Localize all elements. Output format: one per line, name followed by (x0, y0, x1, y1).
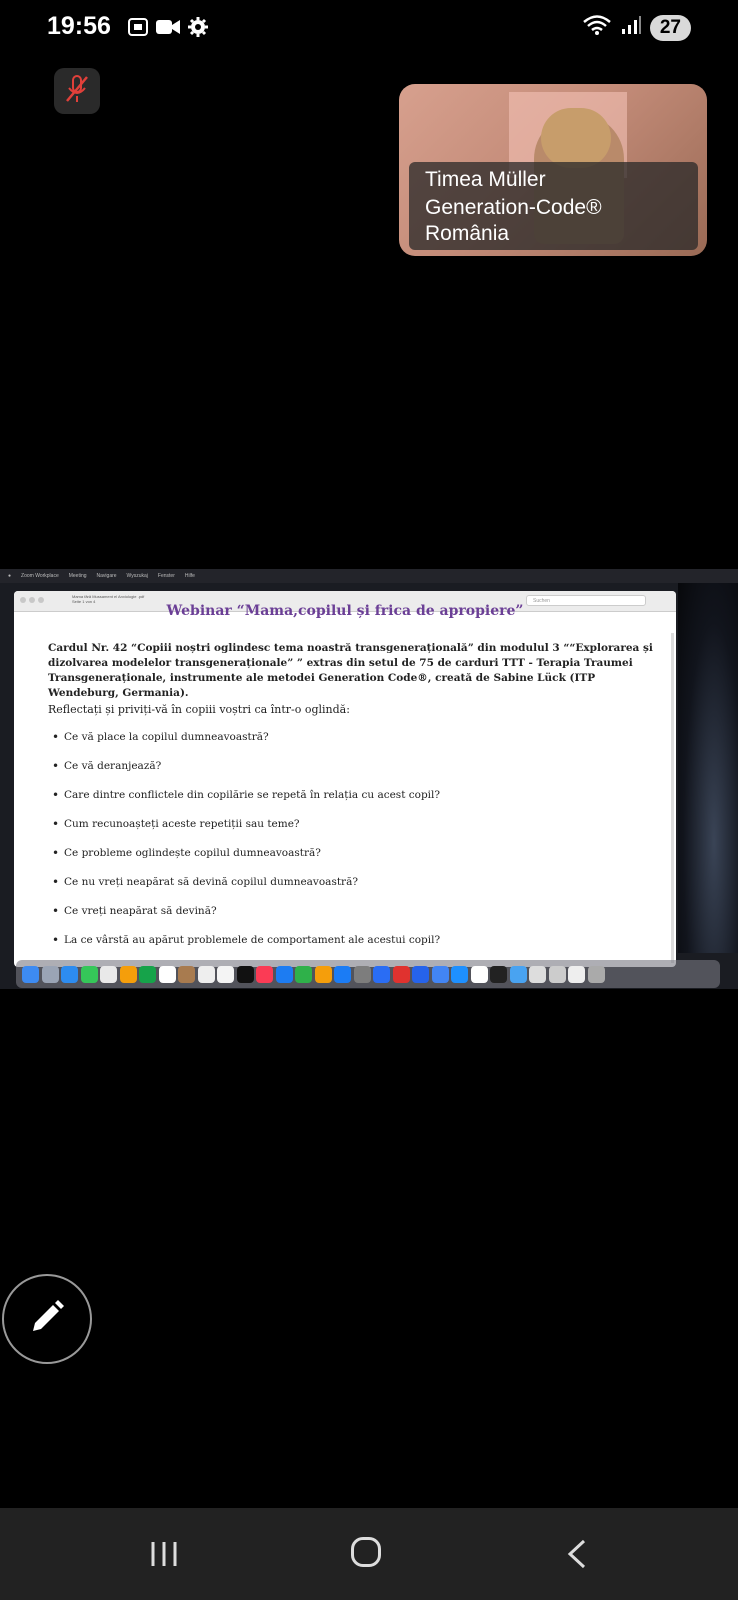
participant-country: România (425, 222, 510, 245)
screenshot-icon (127, 17, 149, 42)
pencil-icon (27, 1297, 67, 1342)
participant-name: Timea Müller (425, 168, 546, 191)
dock-app-icon (178, 966, 195, 983)
list-item: • Care dintre conflictele din copilărie se repetă în relația cu acest copil? (48, 789, 440, 818)
pdf-title: Webinar “Mama,copilul și frica de apropiere” (166, 603, 524, 619)
pdf-intro: Reflectați și priviți-vă în copiii voștri ca într-o oglindă: (48, 703, 350, 716)
dock-app-icon (588, 966, 605, 983)
list-item: • Ce nu vreți neapărat să devină copilul dumneavoastră? (48, 876, 440, 905)
pdf-scrollbar (671, 633, 674, 963)
list-item: • Ce vă place la copilul dumneavoastră? (48, 731, 440, 760)
gear-icon (187, 16, 209, 43)
list-item: • Ce vreți neapărat să devină? (48, 905, 440, 934)
android-nav-bar (0, 1508, 738, 1600)
dock-app-icon (276, 966, 293, 983)
battery-indicator: 27 (650, 15, 691, 41)
mac-menubar (0, 569, 738, 583)
dock-app-icon (334, 966, 351, 983)
dock-app-icon (100, 966, 117, 983)
dock-app-icon (393, 966, 410, 983)
status-icons (127, 16, 209, 43)
question-list (48, 731, 440, 963)
list-item: • La ce vârstă au apărut problemele de comportament ale acestui copil? (48, 934, 440, 963)
dock-app-icon (568, 966, 585, 983)
video-camera-icon (155, 18, 181, 41)
apple-icon: ● (8, 573, 12, 579)
status-time: 19:56 (47, 12, 111, 40)
back-icon[interactable] (566, 1538, 588, 1575)
mute-button[interactable] (54, 68, 100, 114)
participant-head (541, 108, 611, 168)
mac-dock (16, 960, 720, 988)
dock-app-icon (256, 966, 273, 983)
dock-app-icon (295, 966, 312, 983)
dock-app-icon (529, 966, 546, 983)
pdf-page (14, 603, 676, 967)
dock-app-icon (139, 966, 156, 983)
pdf-paragraph: Cardul Nr. 42 “Copiii noștri oglindesc tema noastră transgenerațională” din modulul 3 ““Explorarea și dizolvarea modelelor transgeneraționale” ” extras din setul de 75 de carduri TTT - Terapia Traumei Transgeneraționale, instrumente ale metodei Generation Code®, creată de Sabine Lück (ITP Wendeburg, Germania). (48, 642, 653, 699)
recent-apps-icon[interactable] (148, 1538, 180, 1575)
wifi-icon (582, 14, 612, 41)
participant-org: Generation-Code® (425, 196, 602, 219)
menu-item: Meeting (68, 573, 87, 579)
dock-app-icon (315, 966, 332, 983)
dock-app-icon (510, 966, 527, 983)
status-right (582, 14, 691, 41)
list-item: • Cum recunoașteți aceste repetiții sau teme? (48, 818, 440, 847)
participant-name-label (409, 162, 698, 250)
dock-app-icon (81, 966, 98, 983)
dock-app-icon (198, 966, 215, 983)
signal-icon (620, 15, 642, 40)
dock-app-icon (237, 966, 254, 983)
dock-app-icon (412, 966, 429, 983)
pdf-viewer-window (14, 591, 676, 967)
menu-item: Navigare (96, 573, 117, 579)
dock-app-icon (61, 966, 78, 983)
dock-app-icon (373, 966, 390, 983)
pdf-search-field: Suchen (526, 595, 646, 606)
participant-video-tile[interactable] (399, 84, 707, 256)
dock-app-icon (217, 966, 234, 983)
menu-item: Fenster (157, 573, 175, 579)
dock-app-icon (42, 966, 59, 983)
desktop-wallpaper (678, 583, 738, 953)
dock-app-icon (549, 966, 566, 983)
pdf-filename: Mama fără Mussament el Anxiologie .pdf Seite 1 von 4 (72, 594, 145, 604)
list-item: • Ce probleme oglindește copilul dumneavoastră? (48, 847, 440, 876)
dock-app-icon (471, 966, 488, 983)
shared-screen[interactable] (0, 569, 738, 989)
menu-item: Wyszukaj (126, 573, 148, 579)
dock-app-icon (451, 966, 468, 983)
annotate-button[interactable] (2, 1274, 92, 1364)
list-item: • Ce vă deranjează? (48, 760, 440, 789)
dock-app-icon (490, 966, 507, 983)
menu-item: Zoom Workplace (21, 573, 59, 579)
menu-item: Hilfe (184, 573, 195, 579)
home-icon[interactable] (351, 1537, 381, 1567)
dock-app-icon (159, 966, 176, 983)
dock-app-icon (22, 966, 39, 983)
dock-app-icon (354, 966, 371, 983)
dock-app-icon (432, 966, 449, 983)
dock-app-icon (120, 966, 137, 983)
mic-off-icon (64, 74, 90, 109)
